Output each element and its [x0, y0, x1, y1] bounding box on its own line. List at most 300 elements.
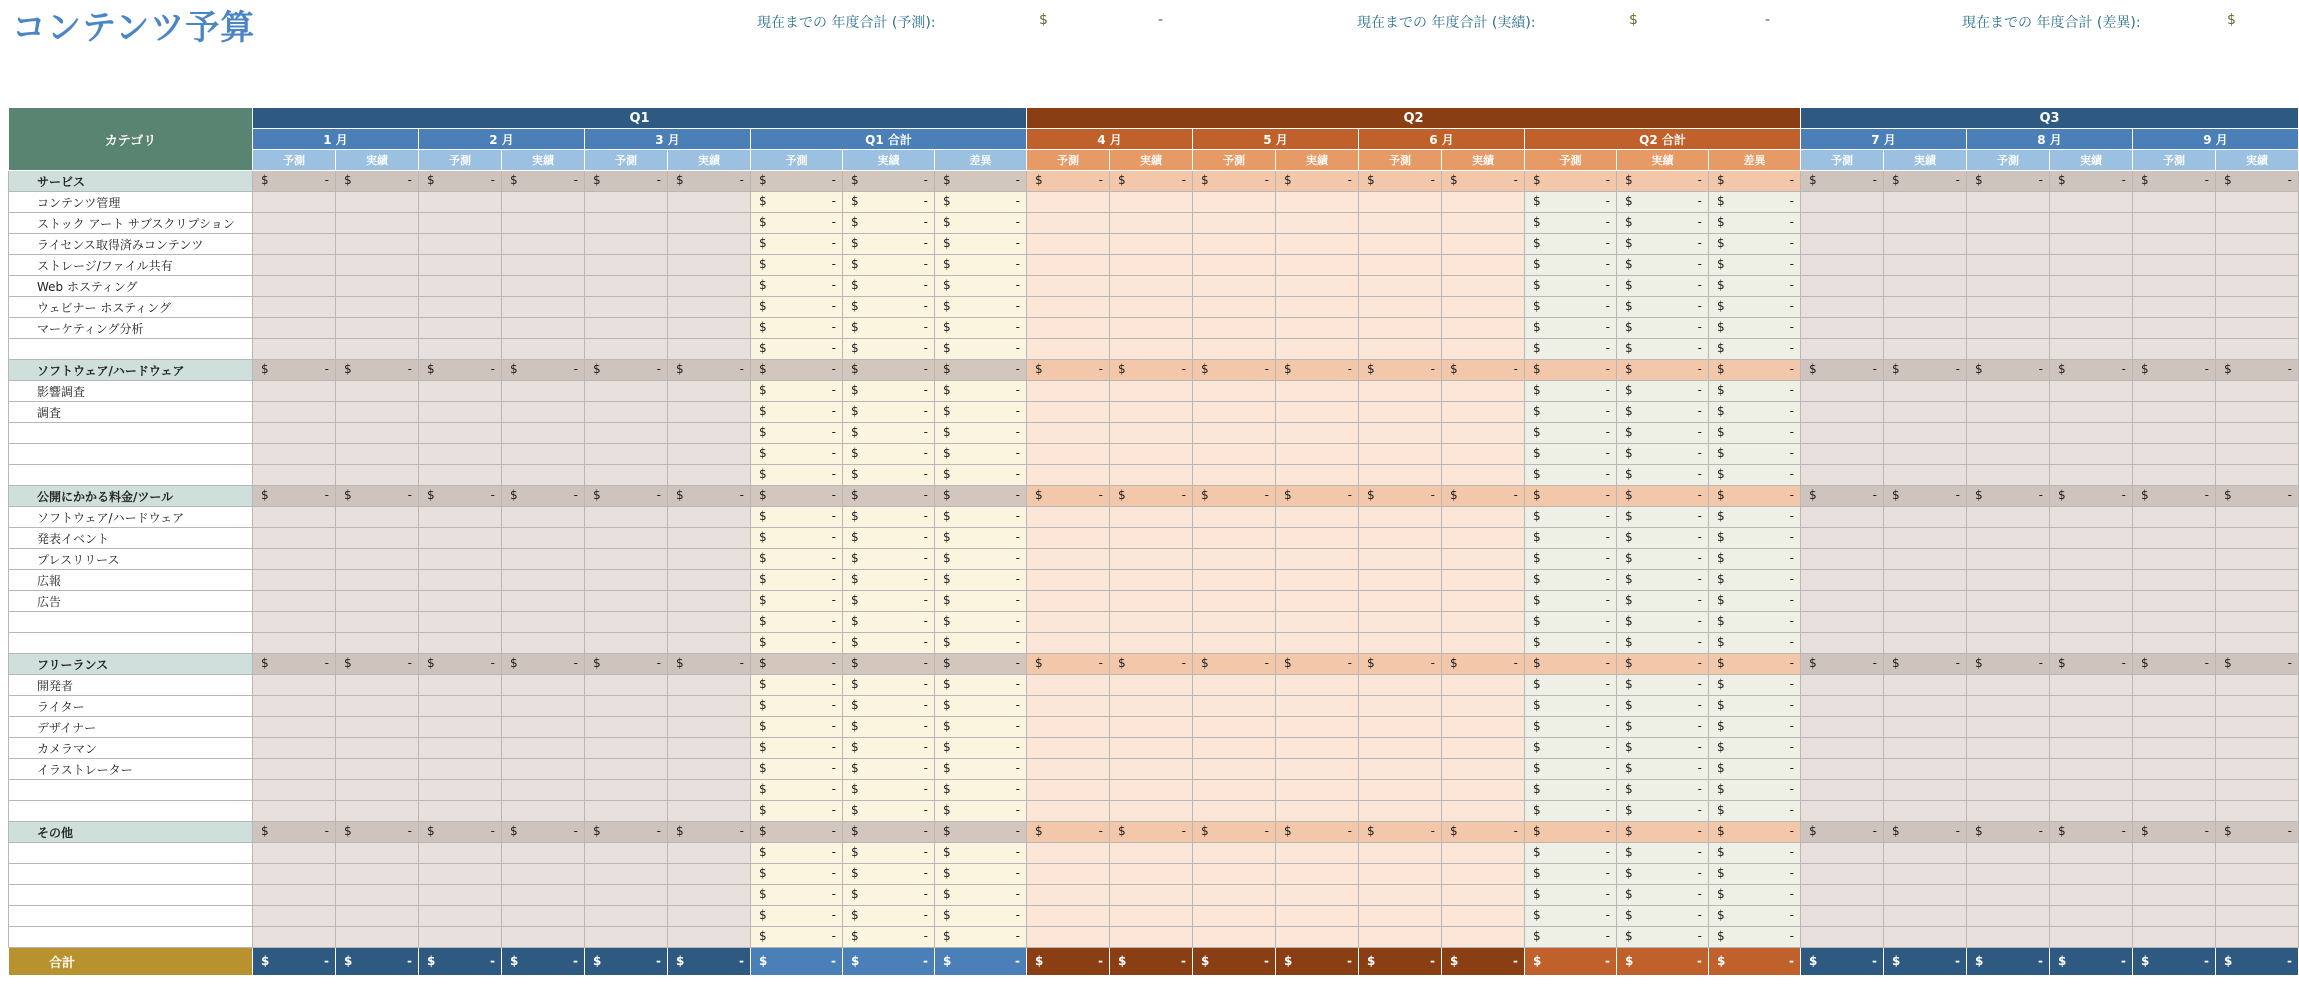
grand-total-month-cell[interactable] — [253, 948, 336, 976]
group-month-cell[interactable] — [2050, 171, 2133, 192]
month-input-cell[interactable] — [668, 591, 751, 612]
month-input-cell[interactable] — [502, 213, 585, 234]
month-input-cell[interactable] — [336, 192, 419, 213]
group-month-cell[interactable] — [668, 822, 751, 843]
quarter-total-cell[interactable] — [1525, 717, 1617, 738]
month-input-cell[interactable] — [1801, 801, 1884, 822]
month-input-cell[interactable] — [1967, 318, 2050, 339]
month-input-cell[interactable] — [1276, 717, 1359, 738]
quarter-total-cell[interactable] — [751, 213, 843, 234]
month-input-cell[interactable] — [585, 192, 668, 213]
month-input-cell[interactable] — [336, 864, 419, 885]
quarter-total-cell[interactable] — [1617, 465, 1709, 486]
quarter-total-cell[interactable] — [1617, 507, 1709, 528]
quarter-total-cell[interactable] — [843, 675, 935, 696]
group-month-cell[interactable] — [253, 654, 336, 675]
quarter-total-cell[interactable] — [1709, 759, 1801, 780]
group-month-cell[interactable] — [668, 654, 751, 675]
month-input-cell[interactable] — [253, 696, 336, 717]
group-month-cell[interactable] — [1884, 360, 1967, 381]
month-input-cell[interactable] — [253, 339, 336, 360]
quarter-total-cell[interactable] — [843, 423, 935, 444]
group-month-cell[interactable] — [1027, 486, 1110, 507]
group-month-cell[interactable] — [2050, 360, 2133, 381]
month-input-cell[interactable] — [585, 591, 668, 612]
group-total-cell[interactable] — [1709, 654, 1801, 675]
grand-total-month-cell[interactable] — [668, 948, 751, 976]
quarter-total-cell[interactable] — [935, 402, 1027, 423]
quarter-total-cell[interactable] — [1709, 549, 1801, 570]
month-input-cell[interactable] — [1276, 927, 1359, 948]
month-input-cell[interactable] — [585, 465, 668, 486]
month-input-cell[interactable] — [2050, 633, 2133, 654]
grand-total-month-cell[interactable] — [2050, 948, 2133, 976]
quarter-total-cell[interactable] — [751, 843, 843, 864]
month-input-cell[interactable] — [1884, 318, 1967, 339]
month-input-cell[interactable] — [502, 906, 585, 927]
month-input-cell[interactable] — [419, 507, 502, 528]
month-input-cell[interactable] — [1193, 255, 1276, 276]
month-input-cell[interactable] — [1276, 528, 1359, 549]
quarter-total-cell[interactable] — [1709, 318, 1801, 339]
month-input-cell[interactable] — [1442, 549, 1525, 570]
line-item-label[interactable]: ライター — [9, 696, 253, 717]
group-month-cell[interactable] — [1276, 486, 1359, 507]
quarter-total-cell[interactable] — [935, 759, 1027, 780]
month-input-cell[interactable] — [1027, 381, 1110, 402]
quarter-total-cell[interactable] — [843, 570, 935, 591]
group-month-cell[interactable] — [502, 822, 585, 843]
line-item-label[interactable] — [9, 339, 253, 360]
month-input-cell[interactable] — [336, 465, 419, 486]
group-month-cell[interactable] — [1967, 822, 2050, 843]
group-total-cell[interactable] — [935, 171, 1027, 192]
month-input-cell[interactable] — [1967, 780, 2050, 801]
month-input-cell[interactable] — [585, 570, 668, 591]
month-input-cell[interactable] — [2133, 717, 2216, 738]
quarter-total-cell[interactable] — [751, 885, 843, 906]
month-input-cell[interactable] — [1359, 927, 1442, 948]
grand-total-quarter-cell[interactable] — [1617, 948, 1709, 976]
month-input-cell[interactable] — [2216, 213, 2299, 234]
month-input-cell[interactable] — [336, 570, 419, 591]
month-input-cell[interactable] — [1359, 213, 1442, 234]
quarter-total-cell[interactable] — [1709, 528, 1801, 549]
quarter-total-cell[interactable] — [1525, 423, 1617, 444]
quarter-total-cell[interactable] — [1617, 234, 1709, 255]
quarter-total-cell[interactable] — [1525, 843, 1617, 864]
month-input-cell[interactable] — [253, 507, 336, 528]
month-input-cell[interactable] — [1027, 843, 1110, 864]
month-input-cell[interactable] — [336, 318, 419, 339]
group-month-cell[interactable] — [253, 822, 336, 843]
month-input-cell[interactable] — [2050, 528, 2133, 549]
quarter-total-cell[interactable] — [751, 780, 843, 801]
month-input-cell[interactable] — [419, 717, 502, 738]
month-input-cell[interactable] — [1027, 612, 1110, 633]
grand-total-quarter-cell[interactable] — [1709, 948, 1801, 976]
month-input-cell[interactable] — [1110, 675, 1193, 696]
month-input-cell[interactable] — [1967, 885, 2050, 906]
month-input-cell[interactable] — [1110, 633, 1193, 654]
month-input-cell[interactable] — [1801, 192, 1884, 213]
month-input-cell[interactable] — [1027, 927, 1110, 948]
month-input-cell[interactable] — [1801, 276, 1884, 297]
month-input-cell[interactable] — [1801, 213, 1884, 234]
quarter-total-cell[interactable] — [1617, 801, 1709, 822]
quarter-total-cell[interactable] — [935, 780, 1027, 801]
month-input-cell[interactable] — [1276, 864, 1359, 885]
month-input-cell[interactable] — [1442, 759, 1525, 780]
month-input-cell[interactable] — [1801, 318, 1884, 339]
quarter-total-cell[interactable] — [843, 276, 935, 297]
quarter-total-cell[interactable] — [1525, 738, 1617, 759]
month-input-cell[interactable] — [1027, 255, 1110, 276]
line-item-label[interactable]: 開発者 — [9, 675, 253, 696]
month-input-cell[interactable] — [1193, 465, 1276, 486]
month-input-cell[interactable] — [1110, 381, 1193, 402]
line-item-label[interactable] — [9, 444, 253, 465]
month-input-cell[interactable] — [1110, 528, 1193, 549]
month-input-cell[interactable] — [1967, 276, 2050, 297]
quarter-total-cell[interactable] — [935, 234, 1027, 255]
quarter-total-cell[interactable] — [1617, 864, 1709, 885]
month-input-cell[interactable] — [1442, 192, 1525, 213]
month-input-cell[interactable] — [1193, 528, 1276, 549]
month-input-cell[interactable] — [1276, 465, 1359, 486]
group-month-cell[interactable] — [585, 486, 668, 507]
month-input-cell[interactable] — [1110, 423, 1193, 444]
quarter-total-cell[interactable] — [1525, 906, 1617, 927]
month-input-cell[interactable] — [668, 318, 751, 339]
month-input-cell[interactable] — [1359, 339, 1442, 360]
quarter-total-cell[interactable] — [843, 507, 935, 528]
quarter-total-cell[interactable] — [1525, 444, 1617, 465]
month-input-cell[interactable] — [1110, 318, 1193, 339]
month-input-cell[interactable] — [1027, 696, 1110, 717]
month-input-cell[interactable] — [2216, 444, 2299, 465]
month-input-cell[interactable] — [668, 465, 751, 486]
month-input-cell[interactable] — [1801, 633, 1884, 654]
month-input-cell[interactable] — [1442, 465, 1525, 486]
group-month-cell[interactable] — [502, 171, 585, 192]
month-input-cell[interactable] — [1967, 906, 2050, 927]
month-input-cell[interactable] — [502, 591, 585, 612]
month-input-cell[interactable] — [1110, 192, 1193, 213]
quarter-total-cell[interactable] — [751, 507, 843, 528]
month-input-cell[interactable] — [1967, 675, 2050, 696]
month-input-cell[interactable] — [1110, 801, 1193, 822]
month-input-cell[interactable] — [1359, 717, 1442, 738]
month-input-cell[interactable] — [419, 738, 502, 759]
month-input-cell[interactable] — [502, 465, 585, 486]
month-input-cell[interactable] — [1884, 234, 1967, 255]
quarter-total-cell[interactable] — [1525, 675, 1617, 696]
month-input-cell[interactable] — [1801, 234, 1884, 255]
month-input-cell[interactable] — [1027, 570, 1110, 591]
month-input-cell[interactable] — [419, 402, 502, 423]
month-input-cell[interactable] — [1967, 528, 2050, 549]
quarter-total-cell[interactable] — [935, 213, 1027, 234]
month-input-cell[interactable] — [1884, 717, 1967, 738]
month-input-cell[interactable] — [2050, 255, 2133, 276]
quarter-total-cell[interactable] — [935, 927, 1027, 948]
month-input-cell[interactable] — [1359, 318, 1442, 339]
month-input-cell[interactable] — [668, 423, 751, 444]
month-input-cell[interactable] — [336, 276, 419, 297]
month-input-cell[interactable] — [2216, 423, 2299, 444]
quarter-total-cell[interactable] — [1709, 192, 1801, 213]
month-input-cell[interactable] — [1276, 675, 1359, 696]
quarter-total-cell[interactable] — [935, 675, 1027, 696]
quarter-total-cell[interactable] — [843, 612, 935, 633]
month-input-cell[interactable] — [419, 570, 502, 591]
month-input-cell[interactable] — [2216, 738, 2299, 759]
quarter-total-cell[interactable] — [935, 192, 1027, 213]
month-input-cell[interactable] — [668, 633, 751, 654]
month-input-cell[interactable] — [2133, 780, 2216, 801]
quarter-total-cell[interactable] — [843, 633, 935, 654]
group-month-cell[interactable] — [1801, 171, 1884, 192]
month-input-cell[interactable] — [585, 927, 668, 948]
group-month-cell[interactable] — [1442, 486, 1525, 507]
month-input-cell[interactable] — [419, 255, 502, 276]
month-input-cell[interactable] — [585, 444, 668, 465]
month-input-cell[interactable] — [1884, 780, 1967, 801]
month-input-cell[interactable] — [1027, 801, 1110, 822]
month-input-cell[interactable] — [1442, 843, 1525, 864]
month-input-cell[interactable] — [1442, 213, 1525, 234]
month-input-cell[interactable] — [1801, 717, 1884, 738]
group-month-cell[interactable] — [1110, 822, 1193, 843]
month-input-cell[interactable] — [2216, 906, 2299, 927]
quarter-total-cell[interactable] — [1709, 465, 1801, 486]
quarter-total-cell[interactable] — [751, 297, 843, 318]
line-item-label[interactable]: 発表イベント — [9, 528, 253, 549]
group-month-cell[interactable] — [1193, 360, 1276, 381]
group-month-cell[interactable] — [1884, 486, 1967, 507]
quarter-total-cell[interactable] — [1709, 801, 1801, 822]
quarter-total-cell[interactable] — [1617, 885, 1709, 906]
line-item-label[interactable]: 調査 — [9, 402, 253, 423]
month-input-cell[interactable] — [1276, 696, 1359, 717]
month-input-cell[interactable] — [668, 675, 751, 696]
group-month-cell[interactable] — [2216, 654, 2299, 675]
quarter-total-cell[interactable] — [1709, 339, 1801, 360]
month-input-cell[interactable] — [1193, 213, 1276, 234]
group-month-cell[interactable] — [1801, 360, 1884, 381]
quarter-total-cell[interactable] — [1525, 213, 1617, 234]
month-input-cell[interactable] — [1193, 906, 1276, 927]
month-input-cell[interactable] — [419, 444, 502, 465]
quarter-total-cell[interactable] — [935, 339, 1027, 360]
month-input-cell[interactable] — [419, 843, 502, 864]
group-month-cell[interactable] — [419, 486, 502, 507]
month-input-cell[interactable] — [1884, 633, 1967, 654]
month-input-cell[interactable] — [1027, 507, 1110, 528]
month-input-cell[interactable] — [1801, 465, 1884, 486]
group-total-cell[interactable] — [1525, 360, 1617, 381]
month-input-cell[interactable] — [1193, 696, 1276, 717]
group-total-cell[interactable] — [1617, 654, 1709, 675]
month-input-cell[interactable] — [502, 612, 585, 633]
group-month-cell[interactable] — [2133, 171, 2216, 192]
quarter-total-cell[interactable] — [935, 738, 1027, 759]
month-input-cell[interactable] — [1027, 234, 1110, 255]
month-input-cell[interactable] — [668, 297, 751, 318]
month-input-cell[interactable] — [1442, 927, 1525, 948]
month-input-cell[interactable] — [1884, 927, 1967, 948]
month-input-cell[interactable] — [502, 801, 585, 822]
month-input-cell[interactable] — [1193, 402, 1276, 423]
month-input-cell[interactable] — [1884, 612, 1967, 633]
group-month-cell[interactable] — [1110, 654, 1193, 675]
month-input-cell[interactable] — [1359, 675, 1442, 696]
month-input-cell[interactable] — [1884, 591, 1967, 612]
line-item-label[interactable] — [9, 843, 253, 864]
month-input-cell[interactable] — [1027, 549, 1110, 570]
quarter-total-cell[interactable] — [751, 339, 843, 360]
grand-total-quarter-cell[interactable] — [751, 948, 843, 976]
month-input-cell[interactable] — [2216, 192, 2299, 213]
quarter-total-cell[interactable] — [935, 465, 1027, 486]
month-input-cell[interactable] — [1027, 339, 1110, 360]
quarter-total-cell[interactable] — [1525, 528, 1617, 549]
month-input-cell[interactable] — [1359, 885, 1442, 906]
group-total-cell[interactable] — [843, 654, 935, 675]
quarter-total-cell[interactable] — [1525, 465, 1617, 486]
month-input-cell[interactable] — [1967, 570, 2050, 591]
month-input-cell[interactable] — [1801, 549, 1884, 570]
month-input-cell[interactable] — [1027, 738, 1110, 759]
month-input-cell[interactable] — [1442, 696, 1525, 717]
group-month-cell[interactable] — [1967, 171, 2050, 192]
quarter-total-cell[interactable] — [1709, 864, 1801, 885]
month-input-cell[interactable] — [2050, 507, 2133, 528]
month-input-cell[interactable] — [1193, 507, 1276, 528]
month-input-cell[interactable] — [1801, 423, 1884, 444]
line-item-label[interactable]: コンテンツ管理 — [9, 192, 253, 213]
month-input-cell[interactable] — [2216, 591, 2299, 612]
month-input-cell[interactable] — [1276, 591, 1359, 612]
month-input-cell[interactable] — [336, 780, 419, 801]
group-month-cell[interactable] — [1193, 486, 1276, 507]
group-month-cell[interactable] — [336, 654, 419, 675]
month-input-cell[interactable] — [2050, 759, 2133, 780]
quarter-total-cell[interactable] — [843, 906, 935, 927]
quarter-total-cell[interactable] — [1709, 675, 1801, 696]
month-input-cell[interactable] — [336, 738, 419, 759]
month-input-cell[interactable] — [2050, 318, 2133, 339]
quarter-total-cell[interactable] — [751, 192, 843, 213]
quarter-total-cell[interactable] — [1525, 234, 1617, 255]
quarter-total-cell[interactable] — [751, 864, 843, 885]
month-input-cell[interactable] — [419, 864, 502, 885]
month-input-cell[interactable] — [336, 927, 419, 948]
month-input-cell[interactable] — [1110, 612, 1193, 633]
month-input-cell[interactable] — [419, 528, 502, 549]
group-month-cell[interactable] — [336, 360, 419, 381]
month-input-cell[interactable] — [1801, 444, 1884, 465]
month-input-cell[interactable] — [1276, 423, 1359, 444]
month-input-cell[interactable] — [1110, 927, 1193, 948]
month-input-cell[interactable] — [502, 255, 585, 276]
quarter-total-cell[interactable] — [1709, 927, 1801, 948]
month-input-cell[interactable] — [2133, 339, 2216, 360]
month-input-cell[interactable] — [1801, 591, 1884, 612]
month-input-cell[interactable] — [2050, 423, 2133, 444]
month-input-cell[interactable] — [336, 339, 419, 360]
month-input-cell[interactable] — [668, 255, 751, 276]
month-input-cell[interactable] — [336, 549, 419, 570]
group-total-cell[interactable] — [1617, 486, 1709, 507]
grand-total-month-cell[interactable] — [1359, 948, 1442, 976]
grand-total-month-cell[interactable] — [1276, 948, 1359, 976]
month-input-cell[interactable] — [1110, 864, 1193, 885]
month-input-cell[interactable] — [1359, 234, 1442, 255]
group-month-cell[interactable] — [1359, 171, 1442, 192]
quarter-total-cell[interactable] — [1617, 906, 1709, 927]
month-input-cell[interactable] — [1801, 402, 1884, 423]
quarter-total-cell[interactable] — [751, 402, 843, 423]
month-input-cell[interactable] — [1967, 213, 2050, 234]
month-input-cell[interactable] — [1967, 717, 2050, 738]
month-input-cell[interactable] — [1193, 234, 1276, 255]
month-input-cell[interactable] — [336, 297, 419, 318]
grand-total-month-cell[interactable] — [336, 948, 419, 976]
quarter-total-cell[interactable] — [1525, 570, 1617, 591]
month-input-cell[interactable] — [419, 549, 502, 570]
month-input-cell[interactable] — [419, 423, 502, 444]
month-input-cell[interactable] — [253, 843, 336, 864]
group-month-cell[interactable] — [585, 171, 668, 192]
month-input-cell[interactable] — [1193, 570, 1276, 591]
group-month-cell[interactable] — [419, 822, 502, 843]
grand-total-month-cell[interactable] — [1110, 948, 1193, 976]
grand-total-month-cell[interactable] — [1801, 948, 1884, 976]
month-input-cell[interactable] — [1884, 465, 1967, 486]
quarter-total-cell[interactable] — [1525, 864, 1617, 885]
month-input-cell[interactable] — [2050, 213, 2133, 234]
month-input-cell[interactable] — [668, 276, 751, 297]
month-input-cell[interactable] — [1442, 612, 1525, 633]
line-item-label[interactable] — [9, 612, 253, 633]
month-input-cell[interactable] — [253, 759, 336, 780]
group-total-cell[interactable] — [1617, 822, 1709, 843]
quarter-total-cell[interactable] — [751, 549, 843, 570]
month-input-cell[interactable] — [2216, 297, 2299, 318]
month-input-cell[interactable] — [1967, 612, 2050, 633]
quarter-total-cell[interactable] — [751, 465, 843, 486]
month-input-cell[interactable] — [2216, 633, 2299, 654]
month-input-cell[interactable] — [1884, 885, 1967, 906]
quarter-total-cell[interactable] — [935, 717, 1027, 738]
month-input-cell[interactable] — [585, 549, 668, 570]
month-input-cell[interactable] — [502, 696, 585, 717]
group-month-cell[interactable] — [1967, 654, 2050, 675]
month-input-cell[interactable] — [1110, 402, 1193, 423]
month-input-cell[interactable] — [1110, 549, 1193, 570]
quarter-total-cell[interactable] — [1617, 444, 1709, 465]
month-input-cell[interactable] — [1027, 591, 1110, 612]
month-input-cell[interactable] — [585, 780, 668, 801]
quarter-total-cell[interactable] — [751, 906, 843, 927]
line-item-label[interactable]: 影響調査 — [9, 381, 253, 402]
month-input-cell[interactable] — [1193, 738, 1276, 759]
month-input-cell[interactable] — [1442, 507, 1525, 528]
month-input-cell[interactable] — [1027, 528, 1110, 549]
month-input-cell[interactable] — [2216, 612, 2299, 633]
